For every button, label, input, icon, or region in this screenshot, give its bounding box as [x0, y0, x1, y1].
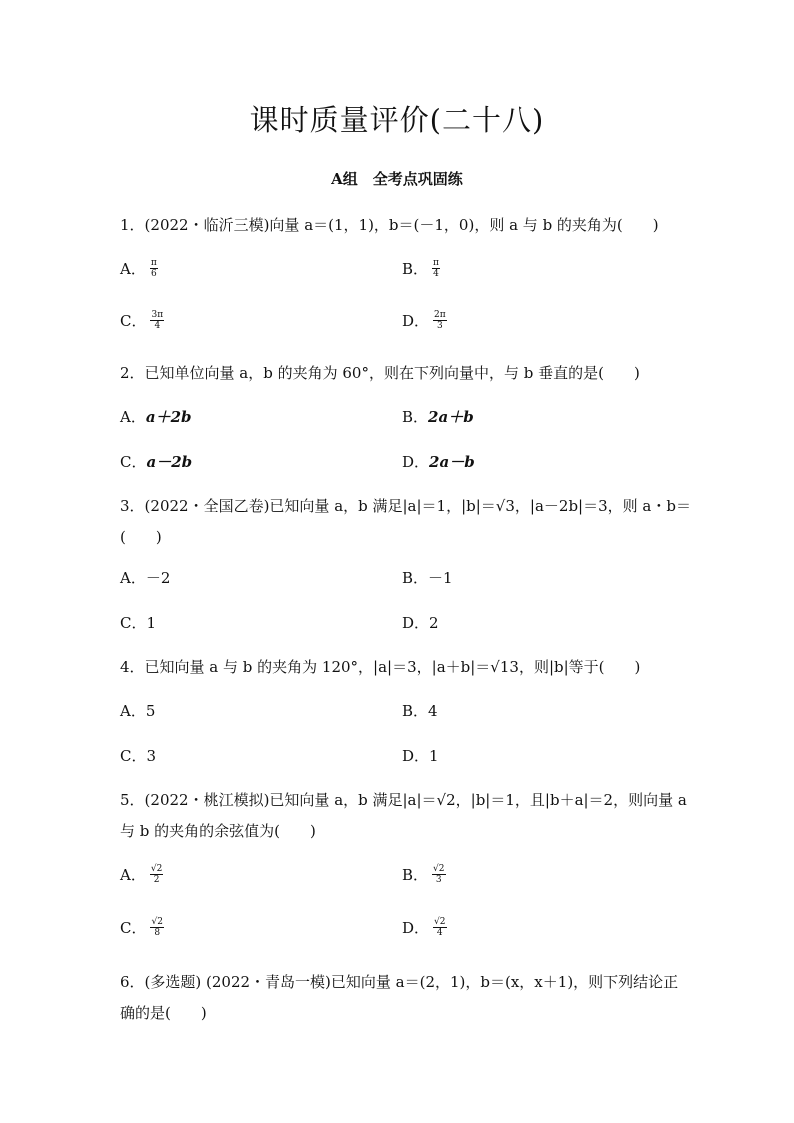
- fraction: [432, 864, 445, 885]
- q1-option-b: [402, 258, 440, 279]
- q1-option-c: [120, 310, 164, 331]
- question-2-stem: 2．已知单位向量 a，b 的夹角为 60°，则在下列向量中，与 b 垂直的是( ): [120, 364, 640, 382]
- question-3-stem-cont: ( ): [120, 528, 162, 546]
- q2-option-c: [120, 451, 192, 472]
- option-label: B．: [402, 408, 429, 426]
- option-expression: 2a－b: [429, 453, 475, 471]
- question-4-stem: 4．已知向量 a 与 b 的夹角为 120°，|a|＝3，|a＋b|＝√13，则|b|等于( ): [120, 658, 641, 676]
- fraction: [150, 310, 164, 331]
- section-heading: A组 全考点巩固练: [331, 170, 463, 188]
- numerator: 2π: [434, 310, 446, 320]
- q2-option-d: [402, 451, 475, 472]
- numerator: √2: [151, 917, 163, 927]
- fraction: [433, 310, 447, 331]
- q3-option-a: A．－2: [120, 569, 171, 587]
- numerator: π: [150, 258, 157, 268]
- numerator: √2: [433, 864, 445, 874]
- option-expression: a－2b: [146, 453, 193, 471]
- fraction: [150, 258, 158, 279]
- option-label: D．: [402, 453, 430, 471]
- option-label: D．: [402, 312, 430, 330]
- option-label: B．: [402, 866, 429, 884]
- page-title: 课时质量评价(二十八): [249, 103, 545, 137]
- option-label: C．: [120, 919, 147, 937]
- option-label: D．: [402, 919, 430, 937]
- numerator: 3π: [151, 310, 164, 320]
- denominator: 3: [435, 875, 442, 885]
- question-5-stem: 5．(2022・桃江模拟)已知向量 a，b 满足|a|＝√2，|b|＝1，且|b＋a|＝2，则向量 a: [120, 791, 687, 809]
- question-5-stem-cont: 与 b 的夹角的余弦值为( ): [120, 822, 316, 840]
- fraction: [432, 258, 440, 279]
- q2-option-b: [402, 406, 474, 427]
- denominator: 8: [154, 928, 161, 938]
- q3-option-d: D．2: [402, 614, 439, 632]
- denominator: 2: [153, 875, 160, 885]
- numerator: √2: [434, 917, 446, 927]
- q3-option-b: B．－1: [402, 569, 453, 587]
- numerator: π: [433, 258, 439, 268]
- option-label: C．: [120, 312, 147, 330]
- q3-option-c: C．1: [120, 614, 157, 632]
- option-label: A．: [120, 260, 146, 278]
- q2-option-a: [120, 406, 192, 427]
- option-label: B．: [402, 260, 429, 278]
- option-label: A．: [120, 408, 146, 426]
- denominator: 3: [436, 321, 443, 331]
- q4-option-b: B．4: [402, 702, 438, 720]
- fraction: [150, 864, 163, 885]
- q5-option-d: [402, 917, 447, 938]
- q4-option-c: C．3: [120, 747, 157, 765]
- q5-option-c: [120, 917, 164, 938]
- question-6-stem-cont: 确的是( ): [120, 1004, 207, 1022]
- q4-option-d: D．1: [402, 747, 439, 765]
- denominator: 6: [150, 269, 157, 279]
- question-6-stem: 6．(多选题) (2022・青岛一模)已知向量 a＝(2，1)，b＝(x，x＋1)，则下列结论正: [120, 973, 679, 991]
- option-expression: 2a＋b: [428, 408, 474, 426]
- option-label: A．: [120, 866, 146, 884]
- option-label: C．: [120, 453, 147, 471]
- numerator: √2: [150, 864, 163, 874]
- question-1-stem: 1．(2022・临沂三模)向量 a＝(1，1)，b＝(－1，0)，则 a 与 b 的夹角为( ): [120, 216, 659, 234]
- fraction: [150, 917, 163, 938]
- denominator: 4: [154, 321, 161, 331]
- option-expression: a＋2b: [145, 408, 192, 426]
- q5-option-a: [120, 864, 163, 885]
- q1-option-d: [402, 310, 447, 331]
- denominator: 4: [436, 928, 443, 938]
- q5-option-b: [402, 864, 446, 885]
- q4-option-a: A．5: [120, 702, 156, 720]
- fraction: [433, 917, 446, 938]
- q1-option-a: [120, 258, 158, 279]
- question-3-stem: 3．(2022・全国乙卷)已知向量 a，b 满足|a|＝1，|b|＝√3，|a－2b|＝3，则 a・b＝: [120, 497, 691, 515]
- denominator: 4: [433, 269, 439, 279]
